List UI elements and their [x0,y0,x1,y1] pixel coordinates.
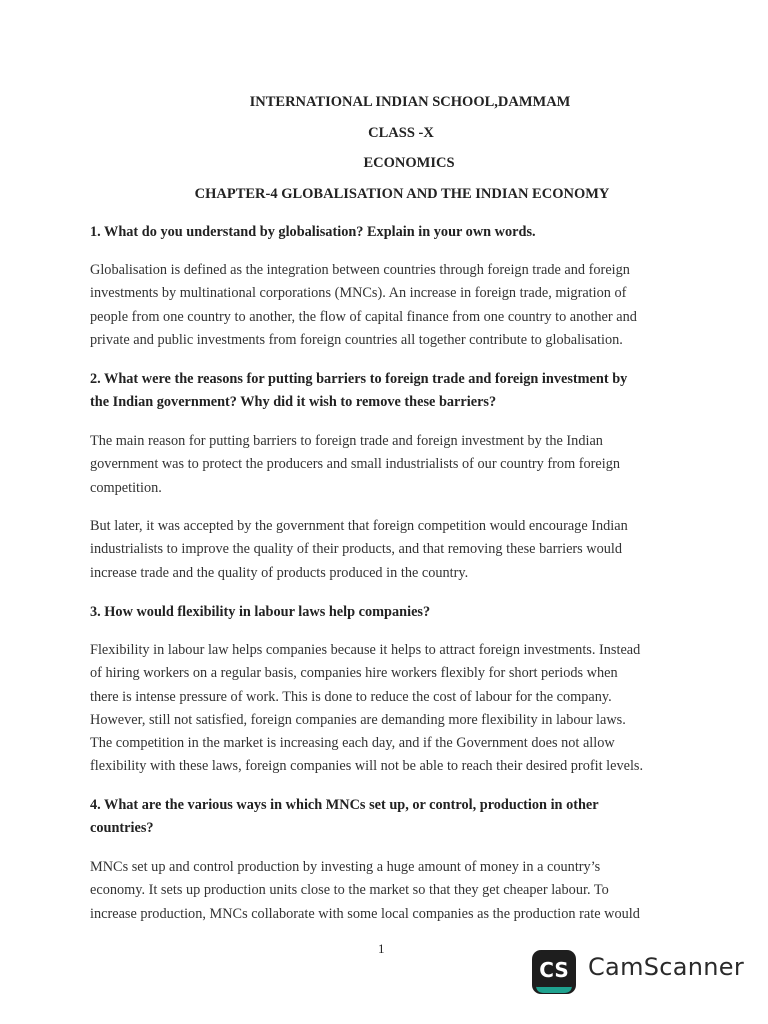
answer-2-line: But later, it was accepted by the government that foreign competition would encourage Indian [90,518,628,534]
answer-2-part-1 [90,430,680,500]
answer-3-line: However, still not satisfied, foreign companies are demanding more flexibility in labour laws. [90,711,626,728]
answer-2-line: competition. [90,479,162,496]
answer-4-line: economy. It sets up production units close to the market so that they get cheaper labour. To [90,882,609,899]
question-4-line: 4. What are the various ways in which MNCs set up, or control, production in other [90,797,599,813]
answer-3-line: of hiring workers on a regular basis, companies hire workers flexibly for short periods when [90,665,618,682]
question-1-line: 1. What do you understand by globalisation? Explain in your own words. [90,224,536,240]
question-4 [90,794,680,841]
question-3 [90,601,680,624]
class-title: CLASS -X [368,125,434,141]
answer-2-part-2 [90,515,680,585]
page-number: 1 [378,941,385,956]
answer-4-line: increase production, MNCs collaborate with some local companies as the production rate would [90,905,640,922]
answer-2-line: industrialists to improve the quality of their products, and that removing these barriers would [90,541,623,558]
answer-4 [90,856,680,926]
answer-3 [90,639,680,779]
school-name: INTERNATIONAL INDIAN SCHOOL,DAMMAM [249,94,571,110]
answer-1-line: Globalisation is defined as the integration between countries through foreign trade and foreign [90,262,630,278]
answer-1-line: people from one country to another, the flow of capital finance from one country to another and [90,308,637,325]
answer-3-line: there is intense pressure of work. This is done to reduce the cost of labour for the company. [90,688,612,705]
answer-3-line: The competition in the market is increasing each day, and if the Government does not allow [90,735,615,752]
subject-title: ECONOMICS [363,155,455,171]
answer-2-line: The main reason for putting barriers to foreign trade and foreign investment by the Indian [90,433,603,449]
answer-1-line: investments by multinational corporations (MNCs). An increase in foreign trade, migration of [90,285,627,302]
question-3-line: 3. How would flexibility in labour laws help companies? [90,604,431,620]
logo-letters: CS [539,958,569,982]
answer-1 [90,259,680,352]
answer-2-line: increase trade and the quality of products produced in the country. [90,564,469,581]
camscanner-logo-icon [531,949,577,995]
answer-1-line: private and public investments from foreign countries all together contribute to globalisation. [90,331,623,348]
answer-3-line: Flexibility in labour law helps companies because it helps to attract foreign investments. Instead [90,642,641,658]
question-2 [90,368,680,415]
answer-4-line: MNCs set up and control production by investing a huge amount of money in a country’s [90,859,601,875]
question-4-line: countries? [90,820,154,837]
camscanner-watermark-text: CamScanner [588,953,745,981]
question-1 [90,221,680,244]
answer-2-line: government was to protect the producers and small industrialists of our country from foreign [90,456,621,473]
answer-3-line: flexibility with these laws, foreign companies will not be able to reach their desired profit levels. [90,758,644,775]
chapter-title: CHAPTER-4 GLOBALISATION AND THE INDIAN ECONOMY [194,186,610,202]
question-2-line: the Indian government? Why did it wish to remove these barriers? [90,394,497,411]
question-2-line: 2. What were the reasons for putting barriers to foreign trade and foreign investment by [90,371,628,387]
